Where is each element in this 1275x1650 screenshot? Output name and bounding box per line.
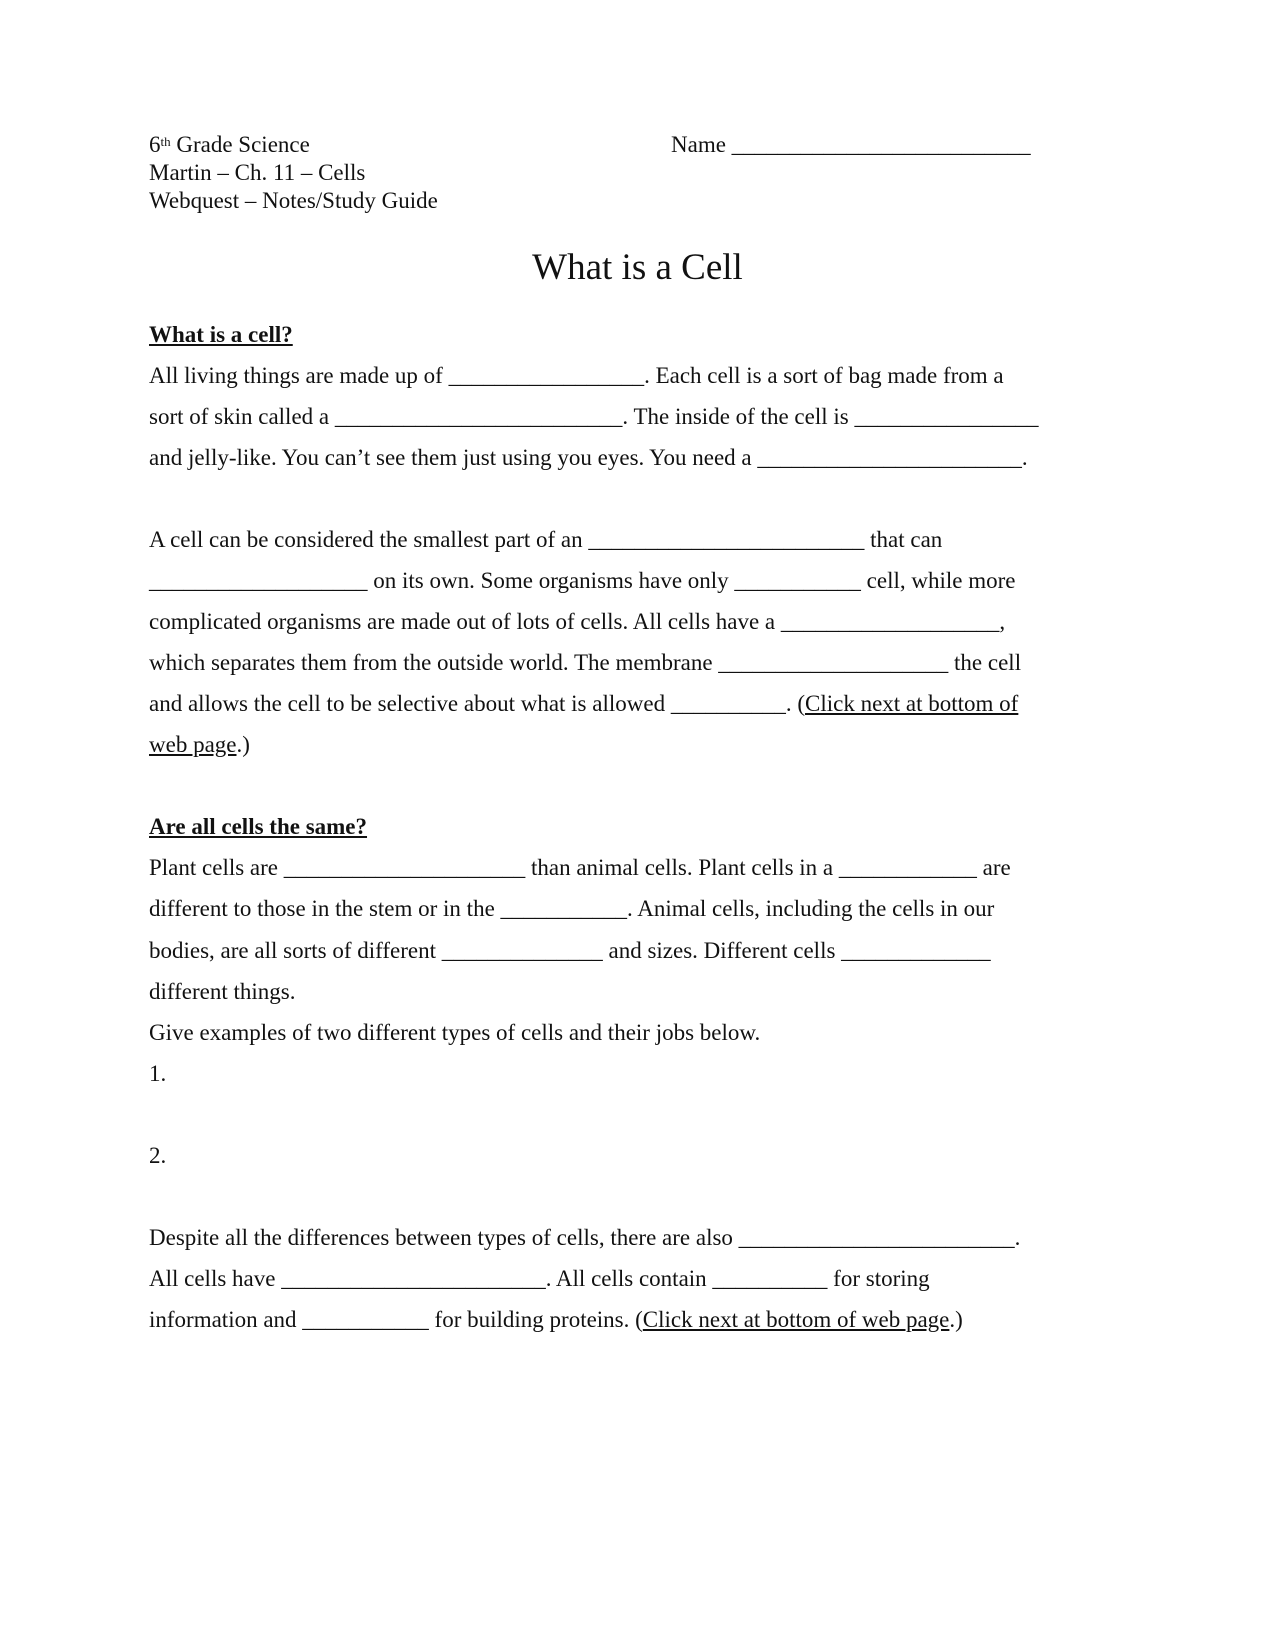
paragraph-text: and allows the cell to be selective about what is allowed __________. ( xyxy=(149,691,805,716)
click-next-link[interactable]: Click next at bottom of web page xyxy=(642,1307,950,1332)
name-field[interactable]: Name __________________________ xyxy=(671,132,1031,157)
paragraph-text: information and ___________ for building proteins. ( xyxy=(149,1307,643,1332)
list-item-2: 2. xyxy=(149,1143,167,1168)
paragraph-line: bodies, are all sorts of different ______________ and sizes. Different cells _____________ xyxy=(149,938,991,963)
section-heading-are-all-cells-the-same: Are all cells the same? xyxy=(149,814,368,839)
paragraph-line: Give examples of two different types of cells and their jobs below. xyxy=(149,1020,761,1045)
paragraph-line: Despite all the differences between types of cells, there are also ________________________. xyxy=(149,1225,1021,1250)
paragraph-line: A cell can be considered the smallest part of an ________________________ that can xyxy=(149,527,943,552)
paragraph-text: .) xyxy=(949,1307,963,1332)
grade-suffix: th xyxy=(160,134,171,149)
teacher-line: Martin – Ch. 11 – Cells xyxy=(149,160,366,185)
section-heading-what-is-a-cell: What is a cell? xyxy=(149,322,293,347)
paragraph-line xyxy=(149,1306,963,1334)
grade-rest: Grade Science xyxy=(170,132,310,157)
guide-line: Webquest – Notes/Study Guide xyxy=(149,188,438,213)
paragraph-line: ___________________ on its own. Some organisms have only ___________ cell, while more xyxy=(149,568,1016,593)
grade-line xyxy=(149,131,438,159)
paragraph-line: different things. xyxy=(149,979,296,1004)
paragraph-text: .) xyxy=(236,732,250,757)
paragraph-line: sort of skin called a _________________________. The inside of the cell is ________________ xyxy=(149,404,1039,429)
paragraph-line: Plant cells are _____________________ than animal cells. Plant cells in a ____________ are xyxy=(149,855,1011,880)
list-item-1: 1. xyxy=(149,1061,167,1086)
click-next-link[interactable]: Click next at bottom of xyxy=(804,691,1019,716)
paragraph-line: All cells have _______________________. All cells contain __________ for storing xyxy=(149,1266,930,1291)
header-left xyxy=(149,131,438,215)
paragraph-line: and jelly-like. You can’t see them just using you eyes. You need a _______________________. xyxy=(149,445,1028,470)
web-page-link[interactable]: web page xyxy=(149,732,237,757)
paragraph-line: which separates them from the outside world. The membrane ____________________ the cell xyxy=(149,650,1022,675)
paragraph-line xyxy=(149,690,1018,718)
paragraph-line xyxy=(149,731,250,759)
paragraph-line: different to those in the stem or in the ___________. Animal cells, including the cells in our xyxy=(149,896,995,921)
paragraph-line: All living things are made up of _________________. Each cell is a sort of bag made from a xyxy=(149,363,1004,388)
grade-number: 6 xyxy=(149,132,161,157)
page-title: What is a Cell xyxy=(532,247,743,288)
paragraph-line: complicated organisms are made out of lots of cells. All cells have a ___________________, xyxy=(149,609,1006,634)
